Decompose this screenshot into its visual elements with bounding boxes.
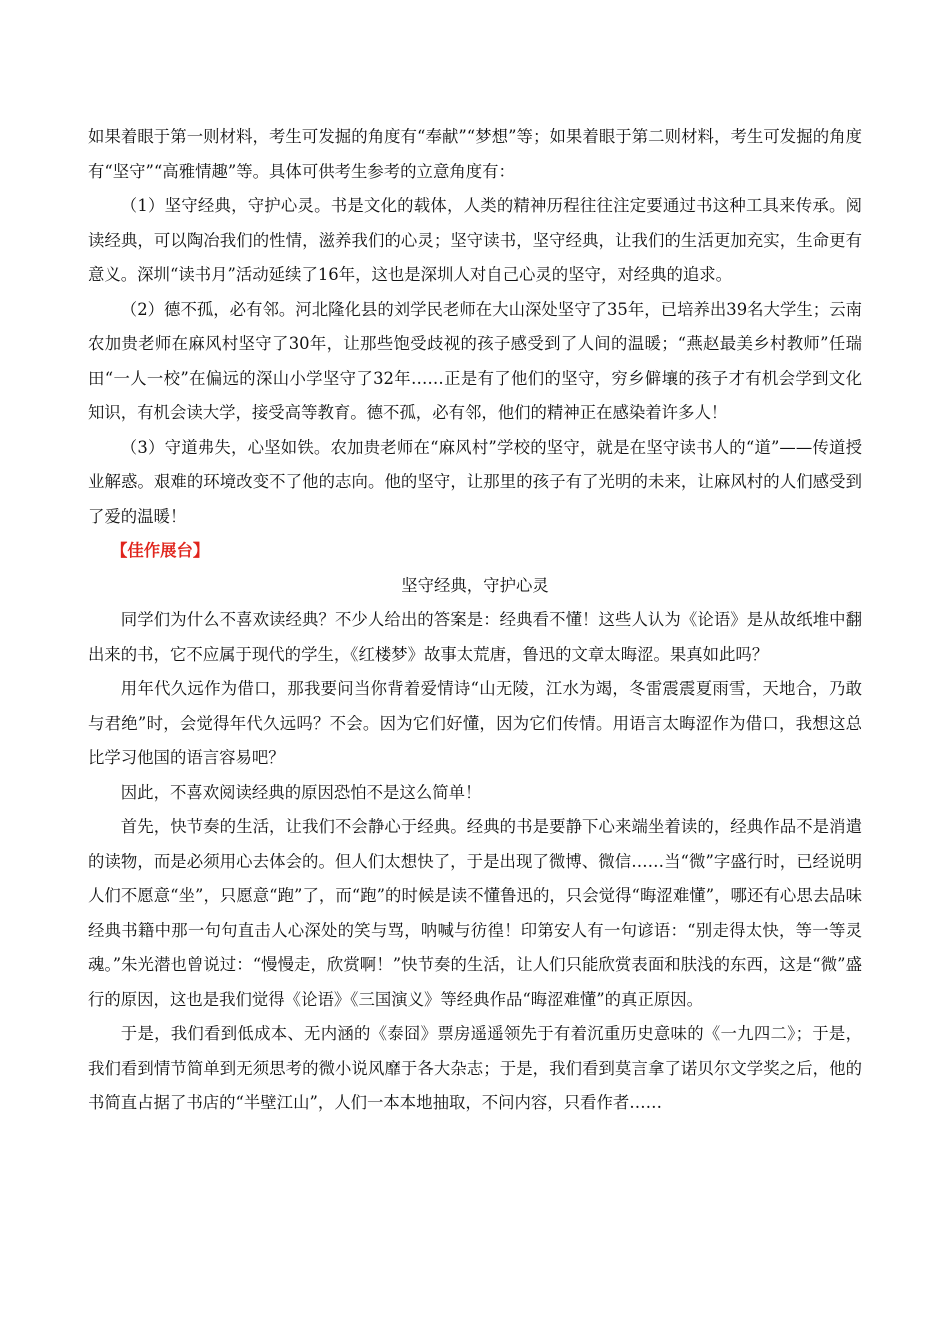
showcase-heading: 【佳作展台】	[110, 541, 210, 560]
analysis-point-3: （3）守道弗失，心坚如铁。农加贵老师在“麻风村”学校的坚守，就是在坚守读书人的“道”——传道授业解惑。艰难的环境改变不了他的志向。他的坚守，让那里的孩子有了光明的未来，让麻风村的人们感受到了爱的温暖！	[88, 437, 862, 526]
analysis-point-1: （1）坚守经典，守护心灵。书是文化的载体，人类的精神历程往往注定要通过书这种工具来传承。阅读经典，可以陶冶我们的性情，滋养我们的心灵；坚守读书，坚守经典，让我们的生活更加充实，生命更有意义。深圳“读书月”活动延续了16年，这也是深圳人对自己心灵的坚守，对经典的追求。	[88, 196, 862, 284]
essay-paragraph: 于是，我们看到低成本、无内涵的《泰囧》票房遥遥领先于有着沉重历史意味的《一九四二》；于是，我们看到情节简单到无须思考的微小说风靡于各大杂志；于是，我们看到莫言拿了诺贝尔文学奖之后，他的书简直占据了书店的“半壁江山”，人们一本本地抽取，不问内容，只看作者……	[88, 1024, 862, 1112]
essay-paragraph: 因此，不喜欢阅读经典的原因恐怕不是这么简单！	[120, 782, 482, 802]
analysis-point-2: （2）德不孤，必有邻。河北隆化县的刘学民老师在大山深处坚守了35年，已培养出39名大学生；云南农加贵老师在麻风村坚守了30年，让那些饱受歧视的孩子感受到了人间的温暖；“燕赵最美乡村教师”任瑞田“一人一校”在偏远的深山小学坚守了32年……正是有了他们的坚守，穷乡僻壤的孩子才有机会学到文化知识，有机会读大学，接受高等教育。德不孤，必有邻，他们的精神正在感染着许多人！	[88, 299, 862, 422]
essay-paragraph: 用年代久远作为借口，那我要问当你背着爱情诗“山无陵，江水为竭，冬雷震震夏雨雪，天地合，乃敢与君绝”时，会觉得年代久远吗？不会。因为它们好懂，因为它们传情。用语言太晦涩作为借口，我想这总比学习他国的语言容易吧？	[88, 679, 862, 767]
essay-title: 坚守经典，守护心灵	[401, 575, 549, 595]
essay-paragraph: 同学们为什么不喜欢读经典？不少人给出的答案是：经典看不懂！这些人认为《论语》是从故纸堆中翻出来的书，它不应属于现代的学生，《红楼梦》故事太荒唐，鲁迅的文章太晦涩。果真如此吗？	[88, 610, 862, 664]
analysis-intro: 如果着眼于第一则材料，考生可发掘的角度有“奉献”“梦想”等；如果着眼于第二则材料，考生可发掘的角度有“坚守”“高雅情趣”等。具体可供考生参考的立意角度有：	[88, 127, 862, 181]
essay-paragraph: 首先，快节奏的生活，让我们不会静心于经典。经典的书是要静下心来端坐着读的，经典作品不是消遣的读物，而是必须用心去体会的。但人们太想快了，于是出现了微博、微信……当“微”字盛行时，已经说明人们不愿意“坐”，只愿意“跑”了，而“跑”的时候是读不懂鲁迅的，只会觉得“晦涩难懂”，哪还有心思去品味经典书籍中那一句句直击人心深处的笑与骂，呐喊与彷徨！印第安人有一句谚语：“别走得太快，等一等灵魂。”朱光潜也曾说过：“慢慢走，欣赏啊！”快节奏的生活，让人们只能欣赏表面和肤浅的东西，这是“微”盛行的原因，这也是我们觉得《论语》《三国演义》等经典作品“晦涩难懂”的真正原因。	[88, 817, 862, 1009]
